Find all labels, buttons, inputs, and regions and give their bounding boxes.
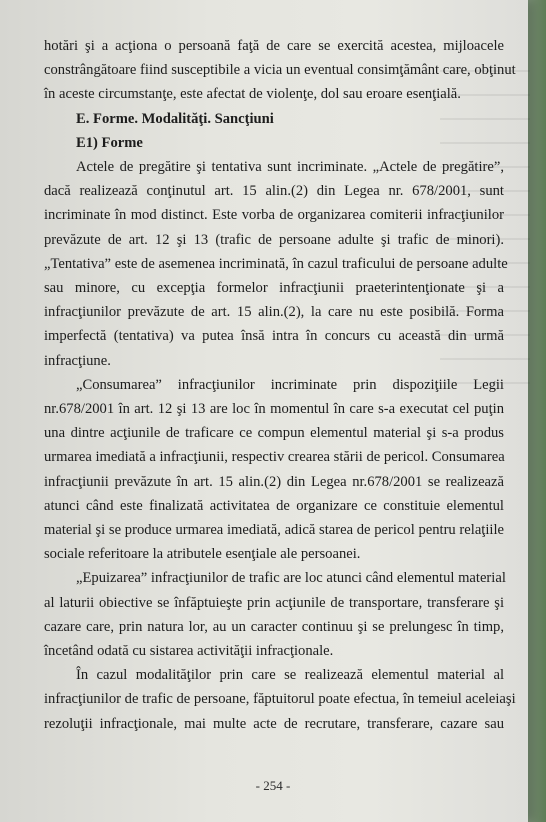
page-number: - 254 - <box>255 778 291 793</box>
body-line: în aceste circumstanţe, este afectat de violenţe, dol sau eroare esenţială. <box>44 86 461 103</box>
body-line: încetând odată cu sistarea activităţii infracţionale. <box>44 643 334 660</box>
body-line: material şi se produce urmarea imediată, adică starea de pericol pentru relaţiile <box>44 522 504 539</box>
section-heading: E. Forme. Modalităţi. Sancţiuni <box>76 110 274 127</box>
body-line: sociale referitoare la atributele esenţiale ale persoanei. <box>44 546 361 563</box>
body-line: dacă realizează conţinutul art. 15 alin.(2) din Legea nr. 678/2001, sunt <box>44 183 504 200</box>
body-line: cazare care, prin natura lor, au un caracter continuu şi se prelungesc în timp, <box>44 618 504 635</box>
body-line: „Consumarea” infracţiunilor incriminate prin dispoziţiile Legii <box>76 376 504 393</box>
body-line: atunci când este finalizată activitatea de organizare ce constituie elementul <box>44 497 504 514</box>
page-body <box>44 34 516 736</box>
body-line: „Epuizarea” infracţiunilor de trafic are loc atunci când elementul material <box>76 570 506 587</box>
body-line: infracţiunilor de trafic de persoane, făptuitorul poate efectua, în temeiul aceleiaşi <box>44 691 516 708</box>
body-line: Actele de pregătire şi tentativa sunt incriminate. „Actele de pregătire”, <box>76 159 504 176</box>
body-line: constrângătoare fiind susceptibile a vicia un eventual consimţământ care, obţinut <box>44 62 516 79</box>
body-line: nr.678/2001 în art. 12 şi 13 are loc în momentul în care s-a executat cel puţin <box>44 401 504 418</box>
body-line: infracţiunii prevăzute în art. 15 alin.(2) din Legea nr.678/2001 se realizează <box>44 473 504 490</box>
body-line: infracţiune. <box>44 352 111 369</box>
body-line: În cazul modalităţilor prin care se realizează elementul material al <box>76 667 504 684</box>
body-line: prevăzute de art. 12 şi 13 (trafic de persoane adulte şi trafic de minori). <box>44 231 504 248</box>
body-line: rezoluţii infracţionale, mai multe acte de recrutare, transferare, cazare sau <box>44 715 504 732</box>
body-line: incriminate în mod distinct. Este vorba de organizarea comiterii infracţiunilor <box>44 207 504 224</box>
body-line: urmarea imediată a infracţiunii, respectiv crearea stării de pericol. Consumarea <box>44 449 505 466</box>
subsection-heading: E1) Forme <box>76 134 143 151</box>
body-line: sau minore, cu excepţia formelor infracţiunii praeterintenţionate şi a <box>44 280 504 297</box>
body-line: imperfectă (tentativa) va putea însă intra în concurs cu această din urmă <box>44 328 504 345</box>
body-line: infracţiunilor prevăzute de art. 15 alin.(2), la care nu este posibilă. Forma <box>44 304 504 321</box>
body-line: „Tentativa” este de asemenea incriminată, în cazul traficului de persoane adulte <box>44 255 508 272</box>
body-line: al laturii obiective se înfăptuieşte prin acţiunile de transportare, transferare şi <box>44 594 504 611</box>
body-line: una dintre acţiunile de traficare ce compun elementul material şi s-a produs <box>44 425 504 442</box>
body-line: hotări şi a acţiona o persoană faţă de care se exercită acestea, mijloacele <box>44 38 504 54</box>
